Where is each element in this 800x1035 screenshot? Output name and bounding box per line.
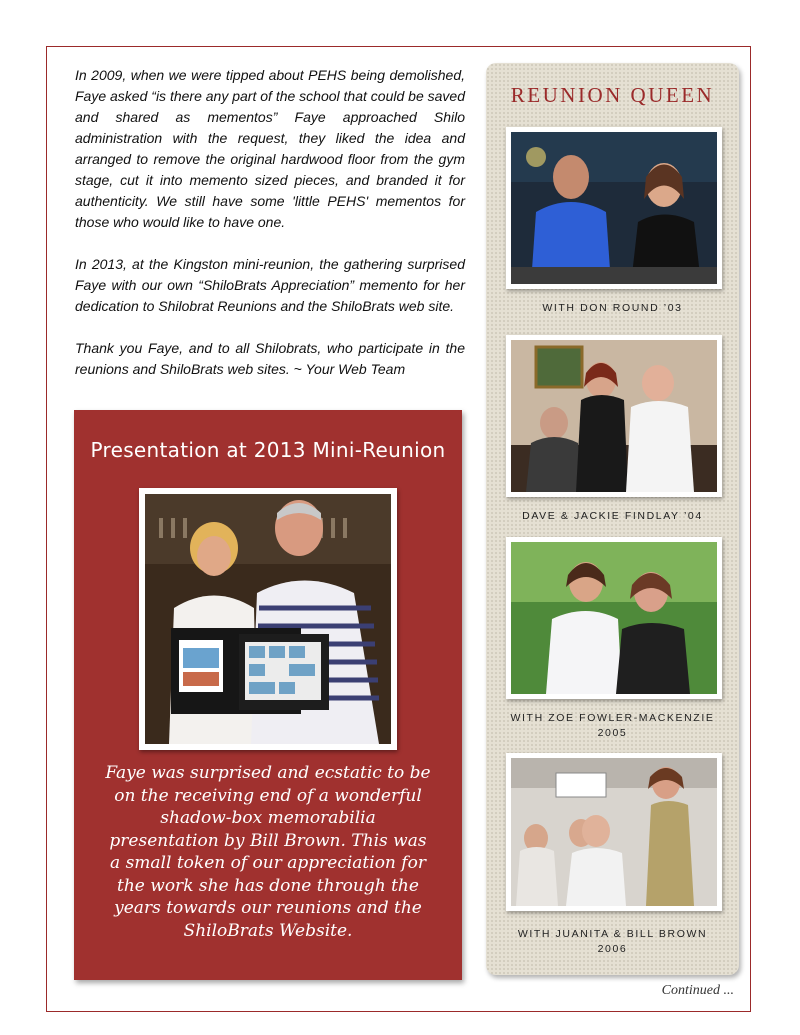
caption-line: WITH DON ROUND ’03	[542, 302, 683, 314]
photo-caption	[486, 301, 739, 316]
photo-findlay	[506, 335, 722, 497]
presentation-panel	[74, 410, 462, 980]
photo-juanita-bill	[506, 753, 722, 911]
presentation-caption: Faye was surprised and ecstatic to be on the receiving end of a wonderful shadow-box memorabilia presentation by Bill Brown. This was a small token of our appreciation for the work she has done through the years towards our reunions and the ShiloBrats Website.	[105, 763, 431, 941]
photo-zoe-fowler	[506, 537, 722, 699]
caption-line: WITH ZOE FOWLER-MACKENZIE	[510, 712, 715, 724]
photo-caption	[486, 711, 739, 741]
reunion-queen-sidebar	[486, 63, 739, 975]
caption-line: DAVE & JACKIE FINDLAY ’04	[522, 510, 703, 522]
caption-line: 2006	[597, 943, 628, 955]
photo-caption	[486, 509, 739, 524]
intro-paragraph: Thank you Faye, and to all Shilobrats, who participate in the reunions and ShiloBrats web sites. ~ Your Web Team	[75, 340, 465, 377]
presentation-title: Presentation at 2013 Mini-Reunion	[90, 438, 446, 462]
continued-note: Continued ...	[661, 983, 734, 998]
intro-paragraph: In 2013, at the Kingston mini-reunion, the gathering surprised Faye with our own “ShiloBrats Appreciation” memento for her dedication to Shilobrat Reunions and the ShiloBrats web site.	[75, 256, 465, 314]
photo-caption	[486, 927, 739, 957]
sidebar-title: REUNION QUEEN	[510, 83, 715, 107]
caption-line: 2005	[597, 727, 628, 739]
photo-don-round	[506, 127, 722, 289]
presentation-photo	[139, 488, 397, 750]
intro-text	[75, 65, 465, 401]
intro-paragraph: In 2009, when we were tipped about PEHS being demolished, Faye asked “is there any part of the school that could be saved and shared as mementos” Faye approached Shilo administration with the request, they liked the idea and arranged to remove the original hardwood floor from the gym stage, cut it into memento sized pieces, and branded it for authenticity. We still have some 'little PEHS' mementos for those who would like to have one.	[75, 67, 465, 230]
caption-line: WITH JUANITA & BILL BROWN	[517, 928, 708, 940]
